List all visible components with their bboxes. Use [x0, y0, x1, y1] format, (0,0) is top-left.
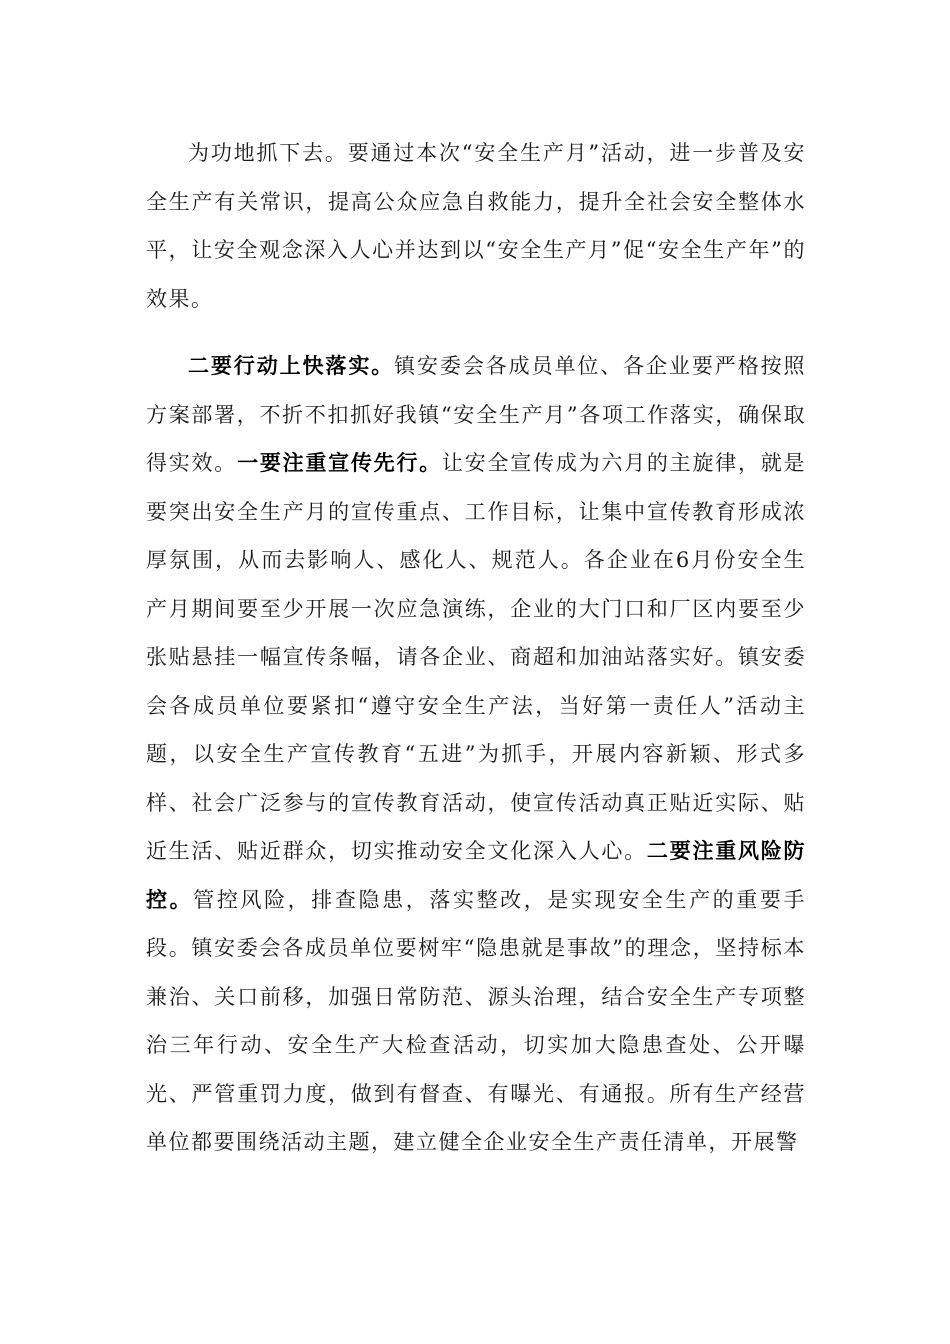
- point-1-text: 让安全宣传成为六月的主旋律，就是要突出安全生产月的宣传重点、工作目标，让集中宣传教育形成浓厚氛围，从而去影响人、感化人、规范人。各企业在6月份安全生产月期间要至少开展一次应急演练，企业的大门口和厂区内要至少张贴悬挂一幅宣传条幅，请各企业、商超和加油站落实好。镇安委会各成员单位要紧扣“遵守安全生产法，当好第一责任人”活动主题，以安全生产宣传教育“五进”为抓手，开展内容新颖、形式多样、社会广泛参与的宣传教育活动，使宣传活动真正贴近实际、贴近生活、贴近群众，切实推动安全文化深入人心。: [146, 451, 807, 863]
- section-heading: 二要行动上快落实。: [188, 353, 395, 378]
- point-1-heading: 一要注重宣传先行。: [237, 450, 442, 475]
- section-intro: 镇安委会各成员单位、各企业要严格按照方案部署，不折不扣抓好我镇“安全生产月”各项工作落实，确保取得实效。: [146, 354, 807, 475]
- paragraph-1: [146, 129, 806, 323]
- point-2-text: 管控风险，排查隐患，落实整改，是实现安全生产的重要手段。镇安委会各成员单位要树牢“隐患就是事故”的理念，坚持标本兼治、关口前移，加强日常防范、源头治理，结合安全生产专项整治三年行动、安全生产大检查活动，切实加大隐患查处、公开曝光、严管重罚力度，做到有督查、有曝光、有通报。所有生产经营单位都要围绕活动主题，建立健全企业安全生产责任清单，开展警: [146, 887, 807, 1154]
- paragraph-2: [146, 342, 806, 1167]
- point-2-heading: 二要注重风险防控。: [146, 838, 807, 912]
- paragraph-1-text: 为功地抓下去。要通过本次“安全生产月”活动，进一步普及安全生产有关常识，提高公众应急自救能力，提升全社会安全整体水平，让安全观念深入人心并达到以“安全生产月”促“安全生产年”的效果。: [146, 141, 806, 311]
